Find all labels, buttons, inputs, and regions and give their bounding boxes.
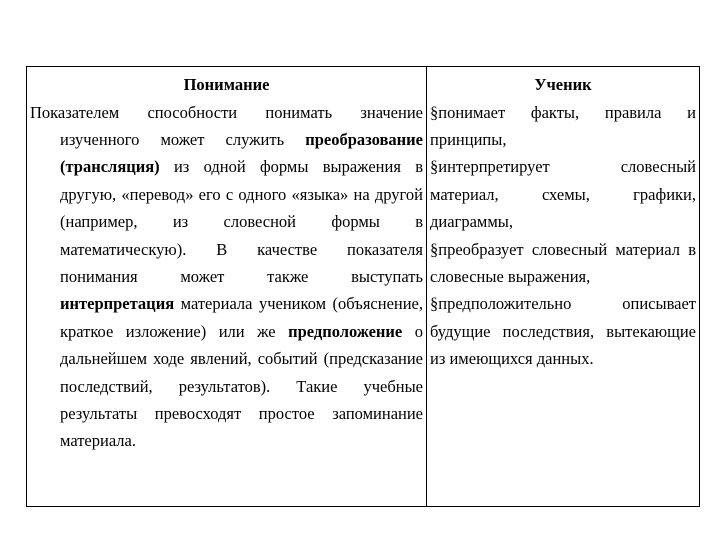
term-assumption: предположение xyxy=(288,321,403,341)
comparison-table xyxy=(26,66,700,507)
text-part-4: о дальнейшем ходе явлений, событий (предсказание последствий, результатов). Такие учебные результаты превосходят простое запоминание материала. xyxy=(60,321,423,451)
text-part-1: Показателем способности понимать значение изученного может служить xyxy=(30,102,423,149)
left-header: Понимание xyxy=(183,75,270,94)
term-transformation: преобразование (трансляция) xyxy=(60,129,423,177)
list-item: §преобразует словесный материал в словесные выражения, xyxy=(430,239,696,286)
text-part-3: материала учеником (объяснение, краткое изложение) или же xyxy=(60,294,423,341)
list-item: §предположительно описывает будущие последствия, вытекающие из имеющихся данных. xyxy=(430,294,696,369)
text-part-2: из одной формы выражения в другую, «перевод» его с одного «языка» на другой (например, из словесной формы в математическую). В качестве показателя понимания может также выступать xyxy=(60,157,423,286)
list-item: §понимает факты, правила и принципы, xyxy=(430,102,696,149)
right-list xyxy=(430,99,696,373)
term-interpretation: интерпретация xyxy=(60,294,175,314)
left-column xyxy=(27,67,426,506)
right-header: Ученик xyxy=(534,75,592,94)
right-column xyxy=(427,67,699,506)
left-paragraph xyxy=(30,99,423,455)
list-item: §интерпретирует словесный материал, схемы, графики, диаграммы, xyxy=(430,157,696,232)
